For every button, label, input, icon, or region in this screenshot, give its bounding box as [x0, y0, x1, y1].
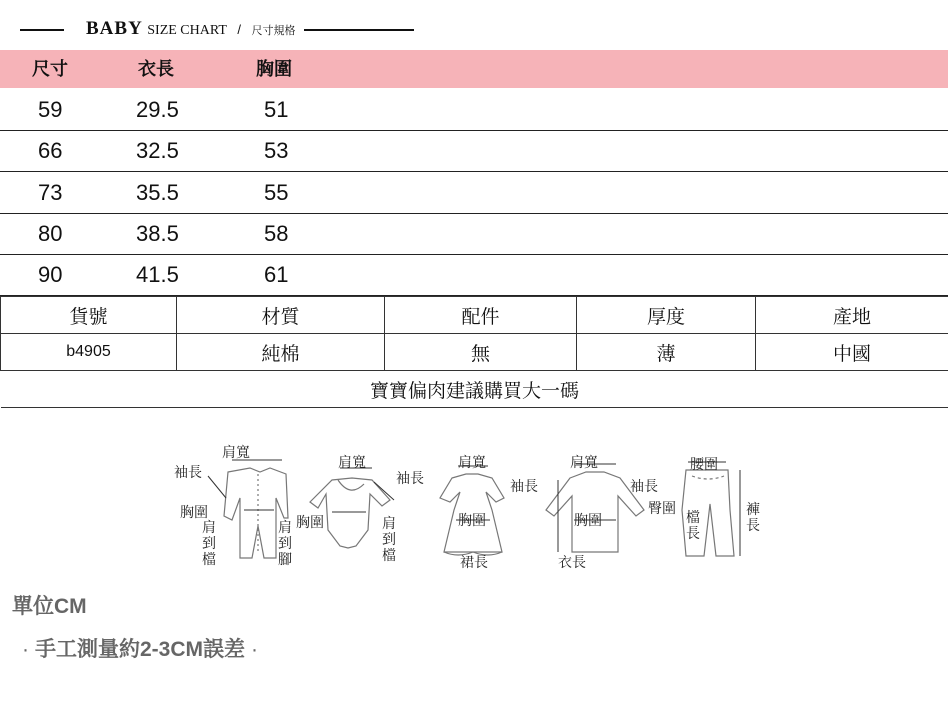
cell-length: 41.5 [136, 262, 179, 287]
table-row [0, 254, 948, 296]
info-header-material: 材質 [177, 297, 385, 334]
romper-sleeve-label: 袖長 [174, 465, 202, 481]
romper-shoulder-label: 肩寬 [222, 445, 250, 461]
title-text [86, 18, 295, 40]
bodysuit-shoulder-label: 肩寬 [338, 455, 366, 471]
title-slash: / [237, 22, 241, 37]
title-rule-right [304, 29, 414, 31]
info-item-no: b4905 [1, 334, 177, 371]
romper-chest-label: 胸圍 [180, 505, 208, 521]
cell-chest: 53 [264, 138, 289, 163]
top-chest-label: 胸圍 [574, 513, 602, 529]
pants-crotch-label: 檔長 [686, 510, 700, 542]
info-material: 純棉 [177, 334, 385, 371]
header-chest: 胸圍 [256, 59, 292, 79]
dress-chest-label: 胸圍 [458, 513, 486, 529]
cell-length: 32.5 [136, 138, 179, 163]
romper-shoulder-crotch-label: 肩到檔 [202, 520, 216, 568]
cell-size: 80 [38, 221, 63, 246]
info-value-row [1, 334, 948, 371]
cell-size: 90 [38, 262, 63, 287]
romper-shoulder-foot-label: 肩到腳 [278, 520, 292, 568]
info-header-row [1, 297, 948, 334]
bodysuit-sleeve-label: 袖長 [396, 471, 424, 487]
bodysuit-chest-label: 胸圍 [296, 515, 324, 531]
info-header-origin: 產地 [756, 297, 948, 334]
product-info-table [0, 296, 948, 408]
info-header-accessories: 配件 [385, 297, 577, 334]
measurement-error-note [16, 633, 264, 663]
size-chart-title [20, 18, 440, 42]
title-baby: BABY [86, 18, 143, 39]
dress-sleeve-label: 袖長 [510, 479, 538, 495]
top-length-label: 衣長 [558, 555, 586, 571]
table-row [0, 213, 948, 255]
cell-size: 73 [38, 180, 63, 205]
cell-length: 35.5 [136, 180, 179, 205]
bodysuit-shoulder-crotch-label: 肩到檔 [382, 516, 396, 564]
cell-length: 29.5 [136, 97, 179, 122]
info-header-thickness: 厚度 [577, 297, 756, 334]
info-origin: 中國 [756, 334, 948, 371]
table-row [0, 89, 948, 131]
title-size-chart: SIZE CHART [147, 23, 227, 38]
pants-hip-label: 臀圍 [648, 501, 676, 517]
measurement-diagrams [160, 440, 780, 580]
cell-chest: 51 [264, 97, 289, 122]
title-chinese: 尺寸規格 [251, 25, 296, 37]
header-size: 尺寸 [32, 59, 68, 79]
info-note-row [1, 371, 948, 408]
info-accessories: 無 [385, 334, 577, 371]
dress-skirt-length-label: 裙長 [460, 555, 488, 571]
cell-size: 59 [38, 97, 63, 122]
table-row [0, 172, 948, 214]
table-row [0, 130, 948, 172]
cell-chest: 58 [264, 221, 289, 246]
bullet-dot-right: · [251, 638, 259, 661]
title-rule-left [20, 29, 64, 31]
error-note-text: 手工測量約2-3CM誤差 [35, 638, 246, 661]
sizing-advice-note: 寶寶偏肉建議購買大一碼 [1, 371, 948, 408]
bullet-dot-left: · [22, 638, 29, 661]
cell-size: 66 [38, 138, 63, 163]
top-sleeve-label: 袖長 [630, 479, 658, 495]
top-shoulder-label: 肩寬 [570, 455, 598, 471]
cell-chest: 61 [264, 262, 289, 287]
dress-shoulder-label: 肩寬 [458, 455, 486, 471]
info-thickness: 薄 [577, 334, 756, 371]
size-table-header [0, 50, 948, 88]
cell-length: 38.5 [136, 221, 179, 246]
pants-length-label: 褲長 [746, 502, 760, 534]
info-header-item-no: 貨號 [1, 297, 177, 334]
unit-label: 單位CM [12, 595, 87, 618]
header-length: 衣長 [138, 59, 174, 79]
cell-chest: 55 [264, 180, 289, 205]
pants-waist-label: 腰圍 [690, 457, 718, 473]
